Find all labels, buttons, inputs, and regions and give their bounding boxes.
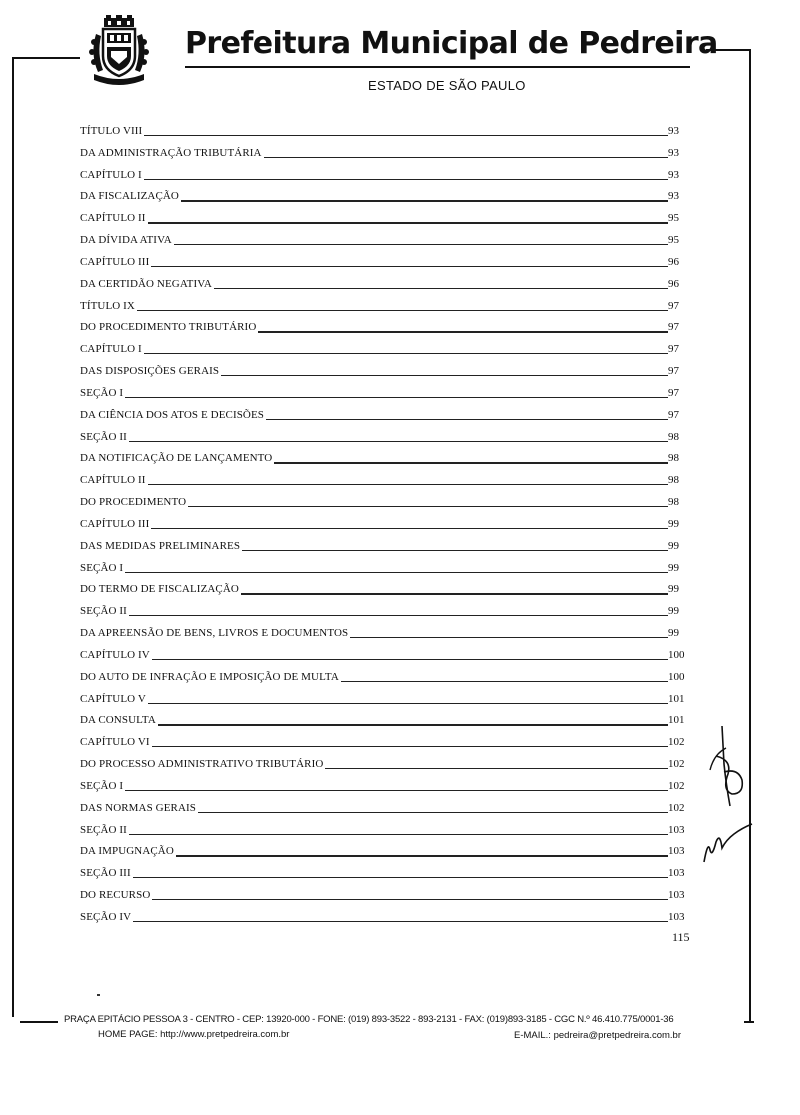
toc-entry-page: 102 — [668, 779, 685, 792]
toc-entry — [80, 430, 692, 452]
toc-entry-page: 93 — [668, 168, 679, 181]
toc-entry — [80, 735, 692, 757]
frame-line-top-left — [12, 57, 80, 59]
toc-entry-title: SEÇÃO III — [80, 867, 131, 880]
toc-entry-title: DO RECURSO — [80, 888, 151, 901]
toc-entry — [80, 364, 692, 386]
frame-line-left — [12, 57, 14, 1017]
toc-entry-page: 97 — [668, 299, 679, 312]
toc-entry-page: 99 — [668, 517, 679, 530]
toc-entry — [80, 582, 692, 604]
toc-entry-title: DA CIÊNCIA DOS ATOS E DECISÕES — [80, 408, 265, 421]
toc-entry — [80, 713, 692, 735]
header-rule — [185, 66, 690, 68]
footer-home-page-link[interactable]: HOME PAGE: http://www.pretpedreira.com.br — [98, 1029, 290, 1040]
toc-leader-line — [80, 899, 668, 900]
toc-entry — [80, 146, 692, 168]
toc-entry — [80, 910, 692, 932]
toc-entry-title: DA DÍVIDA ATIVA — [80, 234, 172, 247]
toc-entry-title: DAS NORMAS GERAIS — [80, 801, 196, 814]
toc-entry-page: 97 — [668, 365, 679, 378]
handwritten-initials-icon — [700, 820, 756, 866]
toc-entry-title: TÍTULO IX — [80, 299, 135, 312]
toc-entry-page: 101 — [668, 692, 685, 705]
toc-entry — [80, 692, 692, 714]
footer-address: PRAÇA EPITÁCIO PESSOA 3 - CENTRO - CEP: 13920-000 - FONE: (019) 893-3522 - 893-2131 - FAX: (019)893-3185 - CGC N.º 46.410.775/0001-36 — [64, 1014, 674, 1025]
toc-entry-title: DAS DISPOSIÇÕES GERAIS — [80, 365, 220, 378]
toc-entry — [80, 189, 692, 211]
toc-entry-page: 102 — [668, 758, 685, 771]
header-title: Prefeitura Municipal de Pedreira — [185, 26, 718, 61]
toc-entry-page: 95 — [668, 234, 679, 247]
toc-entry — [80, 757, 692, 779]
toc-leader-line — [80, 353, 668, 354]
toc-entry-title: CAPÍTULO VI — [80, 736, 150, 749]
frame-line-bottom-left — [20, 1021, 58, 1023]
toc-entry — [80, 670, 692, 692]
toc-leader-line — [80, 703, 668, 704]
frame-line-bottom-right — [744, 1021, 754, 1023]
toc-leader-line — [80, 877, 668, 878]
toc-entry-page: 103 — [668, 867, 685, 880]
toc-entry — [80, 604, 692, 626]
toc-leader-line — [80, 724, 668, 725]
toc-leader-line — [80, 790, 668, 791]
toc-entry-title: SEÇÃO II — [80, 430, 127, 443]
toc-entry-page: 100 — [668, 648, 685, 661]
toc-leader-line — [80, 222, 668, 223]
toc-leader-line — [80, 179, 668, 180]
handwritten-signature-icon — [702, 724, 752, 814]
toc-entry-page: 97 — [668, 343, 679, 356]
toc-entry-page: 98 — [668, 496, 679, 509]
toc-entry-page: 99 — [668, 561, 679, 574]
toc-entry-page: 99 — [668, 627, 679, 640]
toc-entry-title: DO PROCEDIMENTO — [80, 496, 187, 509]
toc-leader-line — [80, 310, 668, 311]
toc-entry-page: 103 — [668, 888, 685, 901]
toc-entry-title: TÍTULO VIII — [80, 125, 143, 137]
toc-entry — [80, 386, 692, 408]
toc-entry-title: CAPÍTULO V — [80, 692, 146, 705]
toc-leader-line — [80, 921, 668, 922]
toc-entry-page: 101 — [668, 714, 685, 727]
toc-entry-title: DO TERMO DE FISCALIZAÇÃO — [80, 583, 239, 596]
municipal-crest-icon — [86, 14, 152, 86]
toc-entry-page: 98 — [668, 430, 679, 443]
toc-entry-page: 97 — [668, 408, 679, 421]
toc-entry-title: CAPÍTULO I — [80, 343, 142, 356]
toc-entry-title: SEÇÃO II — [80, 823, 127, 836]
toc-entry-page: 96 — [668, 255, 679, 268]
toc-entry-title: DA CONSULTA — [80, 714, 156, 727]
toc-entry — [80, 255, 692, 277]
toc-entry — [80, 124, 692, 146]
toc-leader-line — [80, 659, 668, 660]
toc-entry-page: 99 — [668, 583, 679, 596]
toc-entry-title: DAS MEDIDAS PRELIMINARES — [80, 539, 241, 552]
toc-entry-page: 97 — [668, 386, 679, 399]
toc-entry-title: CAPÍTULO IV — [80, 648, 150, 661]
toc-entry-title: DO AUTO DE INFRAÇÃO E IMPOSIÇÃO DE MULTA — [80, 670, 339, 683]
toc-entry-title: DA FISCALIZAÇÃO — [80, 190, 179, 203]
toc-entry-page: 93 — [668, 125, 679, 137]
toc-entry-title: DA APREENSÃO DE BENS, LIVROS E DOCUMENTOS — [80, 627, 349, 640]
toc-entry — [80, 320, 692, 342]
toc-entry — [80, 779, 692, 801]
toc-entry-title: DA IMPUGNAÇÃO — [80, 845, 174, 858]
toc-entry-title: CAPÍTULO II — [80, 474, 146, 487]
toc-leader-line — [80, 615, 668, 616]
toc-entry-title: SEÇÃO II — [80, 605, 127, 618]
speck-mark — [97, 994, 100, 996]
toc-entry-page: 95 — [668, 212, 679, 225]
toc-entry — [80, 451, 692, 473]
toc-entry-page: 99 — [668, 539, 679, 552]
toc-entry-page: 96 — [668, 277, 679, 290]
toc-entry — [80, 561, 692, 583]
toc-leader-line — [80, 441, 668, 442]
toc-entry-title: CAPÍTULO I — [80, 168, 142, 181]
toc-entry-page: 98 — [668, 474, 679, 487]
toc-leader-line — [80, 572, 668, 573]
toc-entry — [80, 495, 692, 517]
footer-email-link[interactable]: E-MAIL.: pedreira@pretpedreira.com.br — [514, 1030, 681, 1041]
toc-entry-page: 93 — [668, 190, 679, 203]
toc-entry — [80, 888, 692, 910]
toc-entry-title: SEÇÃO I — [80, 386, 124, 399]
toc-entry — [80, 823, 692, 845]
toc-entry — [80, 299, 692, 321]
toc-entry-title: SEÇÃO I — [80, 779, 124, 792]
toc-entry — [80, 539, 692, 561]
toc-entry-title: DA ADMINISTRAÇÃO TRIBUTÁRIA — [80, 146, 262, 159]
toc-entry-title: SEÇÃO IV — [80, 910, 132, 923]
toc-entry-title: DA NOTIFICAÇÃO DE LANÇAMENTO — [80, 452, 273, 465]
toc-leader-line — [80, 746, 668, 747]
toc-entry-title: CAPÍTULO II — [80, 212, 146, 225]
toc-entry — [80, 844, 692, 866]
toc-entry-page: 97 — [668, 321, 679, 334]
toc-entry — [80, 168, 692, 190]
toc-leader-line — [80, 397, 668, 398]
toc-entry — [80, 801, 692, 823]
toc-entry-page: 98 — [668, 452, 679, 465]
toc-entry-page: 93 — [668, 146, 679, 159]
frame-line-right — [749, 49, 751, 1022]
toc-entry-page: 103 — [668, 845, 685, 858]
toc-leader-line — [80, 266, 668, 267]
toc-entry-title: SEÇÃO I — [80, 561, 124, 574]
toc-entry — [80, 277, 692, 299]
toc-entry — [80, 211, 692, 233]
header-subtitle: ESTADO DE SÃO PAULO — [368, 78, 526, 93]
toc-entry-page: 99 — [668, 605, 679, 618]
toc-entry-title: CAPÍTULO III — [80, 255, 150, 268]
toc-entry — [80, 626, 692, 648]
toc-entry — [80, 517, 692, 539]
toc-entry — [80, 866, 692, 888]
toc-entry-title: CAPÍTULO III — [80, 517, 150, 530]
toc-entry — [80, 648, 692, 670]
page-number: 115 — [672, 930, 690, 944]
toc-entry — [80, 473, 692, 495]
toc-leader-line — [80, 135, 668, 136]
toc-entry-page: 103 — [668, 823, 685, 836]
toc-entry-page: 102 — [668, 736, 685, 749]
toc-entry-page: 103 — [668, 910, 685, 923]
toc-entry-title: DA CERTIDÃO NEGATIVA — [80, 277, 212, 290]
toc-leader-line — [80, 834, 668, 835]
toc-entry-page: 102 — [668, 801, 685, 814]
toc-entry-title: DO PROCESSO ADMINISTRATIVO TRIBUTÁRIO — [80, 758, 324, 771]
toc-entry — [80, 342, 692, 364]
toc-entry — [80, 233, 692, 255]
toc-leader-line — [80, 528, 668, 529]
toc-entry-page: 100 — [668, 670, 685, 683]
table-of-contents — [80, 124, 692, 932]
toc-entry — [80, 408, 692, 430]
toc-leader-line — [80, 484, 668, 485]
toc-entry-title: DO PROCEDIMENTO TRIBUTÁRIO — [80, 321, 257, 334]
